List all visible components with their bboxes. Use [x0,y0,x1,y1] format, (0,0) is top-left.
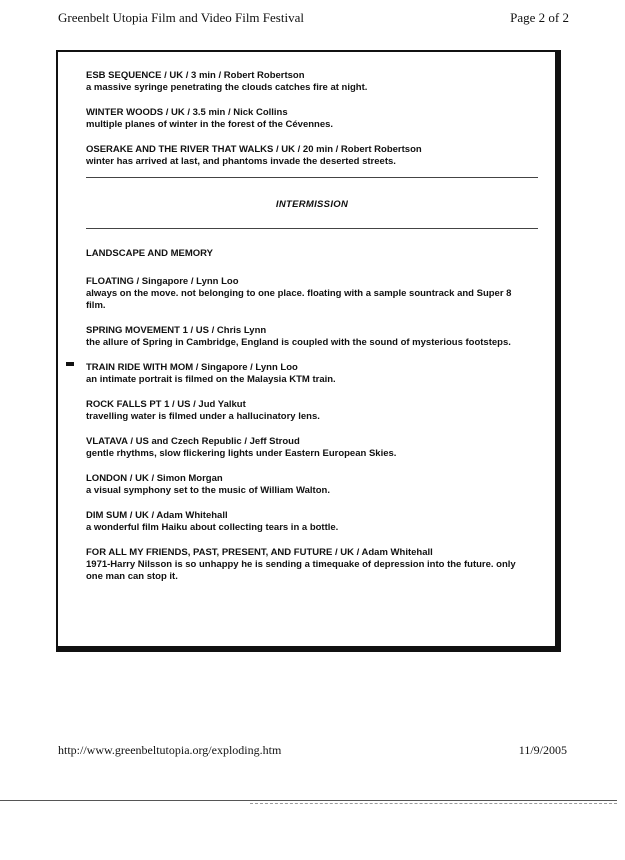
section-heading: LANDSCAPE AND MEMORY [86,248,214,259]
film-heading: WINTER WOODS / UK / 3.5 min / Nick Collins [86,107,288,118]
film-heading: FOR ALL MY FRIENDS, PAST, PRESENT, AND FUTURE / UK / Adam Whitehall [86,547,433,558]
film-entry [86,70,526,94]
film-entry [86,144,526,168]
film-heading: OSERAKE AND THE RIVER THAT WALKS / UK / 20 min / Robert Robertson [86,144,422,155]
film-heading: DIM SUM / UK / Adam Whitehall [86,510,228,521]
page-header [58,10,569,28]
site-title: Greenbelt Utopia Film and Video Film Festival [58,10,304,25]
page-number: Page 2 of 2 [510,10,569,25]
film-entry [86,473,526,497]
divider-rule [86,228,538,229]
film-description: winter has arrived at last, and phantoms invade the deserted streets. [86,156,396,167]
film-heading: ROCK FALLS PT 1 / US / Jud Yalkut [86,399,246,410]
film-entry [86,510,526,534]
film-heading: ESB SEQUENCE / UK / 3 min / Robert Robertson [86,70,305,81]
film-description: travelling water is filmed under a hallucinatory lens. [86,411,320,422]
film-heading: TRAIN RIDE WITH MOM / Singapore / Lynn Loo [86,362,298,373]
film-description: the allure of Spring in Cambridge, England is coupled with the sound of mysterious footsteps. [86,337,511,348]
film-description: a wonderful film Haiku about collecting tears in a bottle. [86,522,339,533]
scan-artifact-line [250,803,617,804]
page-footer [58,743,567,761]
film-entry [86,325,526,349]
film-entry [86,399,526,423]
film-entry [86,547,526,583]
film-heading: FLOATING / Singapore / Lynn Loo [86,276,239,287]
film-entry [86,107,526,131]
film-description: 1971-Harry Nilsson is so unhappy he is sending a timequake of depression into the future. only one man can stop it. [86,559,516,582]
film-description: multiple planes of winter in the forest of the Cévennes. [86,119,334,130]
film-description: a massive syringe penetrating the clouds catches fire at night. [86,82,368,93]
film-description: a visual symphony set to the music of William Walton. [86,485,330,496]
film-entry [86,276,526,312]
divider-rule [86,177,538,178]
source-url: http://www.greenbeltutopia.org/exploding.htm [58,743,282,757]
film-heading: LONDON / UK / Simon Morgan [86,473,223,484]
film-heading: SPRING MOVEMENT 1 / US / Chris Lynn [86,325,267,336]
film-entry [86,436,526,460]
film-description: always on the move. not belonging to one place. floating with a sample sountrack and Super 8 film. [86,288,512,311]
print-date: 11/9/2005 [518,743,567,757]
film-heading: VLATAVA / US and Czech Republic / Jeff Stroud [86,436,300,447]
film-entry [86,362,526,386]
intermission-heading: INTERMISSION [275,199,349,210]
program-content [86,70,526,596]
scan-artifact-line [0,800,617,801]
film-description: gentle rhythms, slow flickering lights under Eastern European Skies. [86,448,397,459]
film-description: an intimate portrait is filmed on the Malaysia KTM train. [86,374,336,385]
program-box [56,50,561,652]
